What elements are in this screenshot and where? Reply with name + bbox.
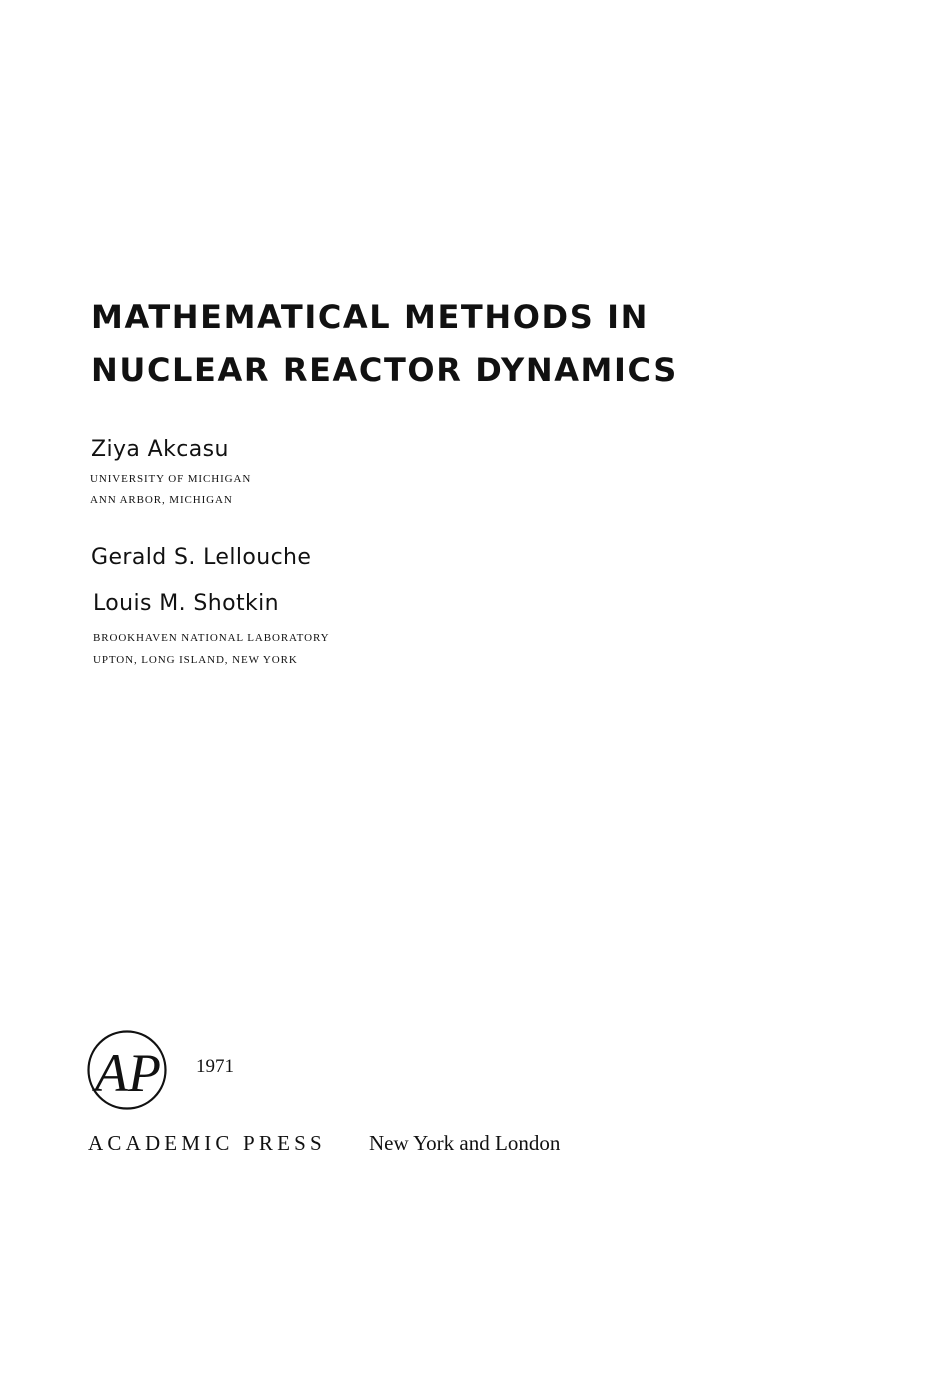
author-name-akcasu: Ziya Akcasu <box>91 437 229 462</box>
affiliation-line-university: UNIVERSITY OF MICHIGAN <box>90 473 252 485</box>
affiliation-line-upton: UPTON, LONG ISLAND, NEW YORK <box>93 654 298 666</box>
publication-year: 1971 <box>196 1056 234 1077</box>
affiliation-line-brookhaven: BROOKHAVEN NATIONAL LABORATORY <box>93 632 330 644</box>
publisher-name: ACADEMIC PRESS <box>88 1131 326 1155</box>
author-name-shotkin: Louis M. Shotkin <box>93 591 279 616</box>
affiliation-line-ann-arbor: ANN ARBOR, MICHIGAN <box>90 494 233 506</box>
book-title-line-1: MATHEMATICAL METHODS IN <box>91 298 649 336</box>
logo-monogram: AP <box>95 1043 161 1103</box>
book-title-line-2: NUCLEAR REACTOR DYNAMICS <box>91 351 678 389</box>
academic-press-ap-logo-icon <box>86 1029 168 1111</box>
author-name-lellouche: Gerald S. Lellouche <box>91 545 312 570</box>
publisher-location: New York and London <box>369 1131 561 1155</box>
